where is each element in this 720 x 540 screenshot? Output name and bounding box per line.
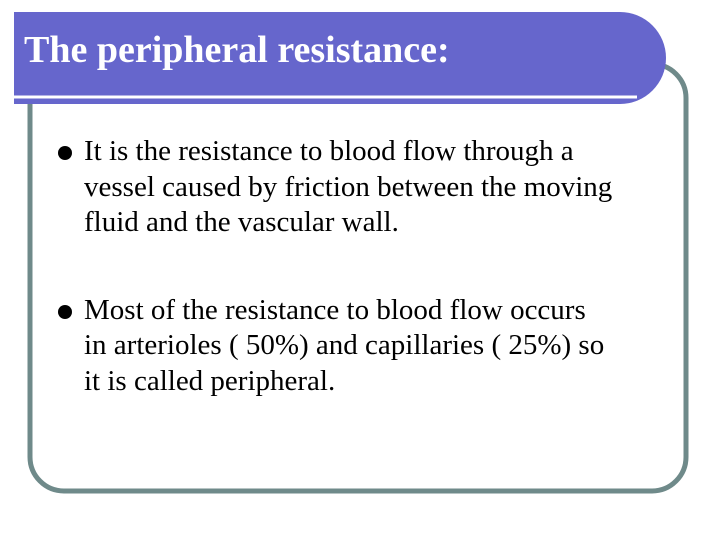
bullet-item [60,134,680,241]
bullet-line: fluid and the vascular wall. [84,206,399,238]
bullet-line: vessel caused by friction between the moving [84,170,613,203]
bullet-line: in arterioles ( 50%) and capillaries ( 25%) so [84,329,605,361]
bullet-item [60,293,680,400]
bullet-line: It is the resistance to blood flow through a [84,135,574,167]
bullet-line: it is called peripheral. [84,364,336,397]
bullet-list [60,134,680,399]
bullet-dot-icon [58,146,72,160]
bullet-dot-icon [58,305,72,319]
slide-title: The peripheral resistance: [24,29,450,71]
bullet-line: Most of the resistance to blood flow occurs [84,293,586,326]
